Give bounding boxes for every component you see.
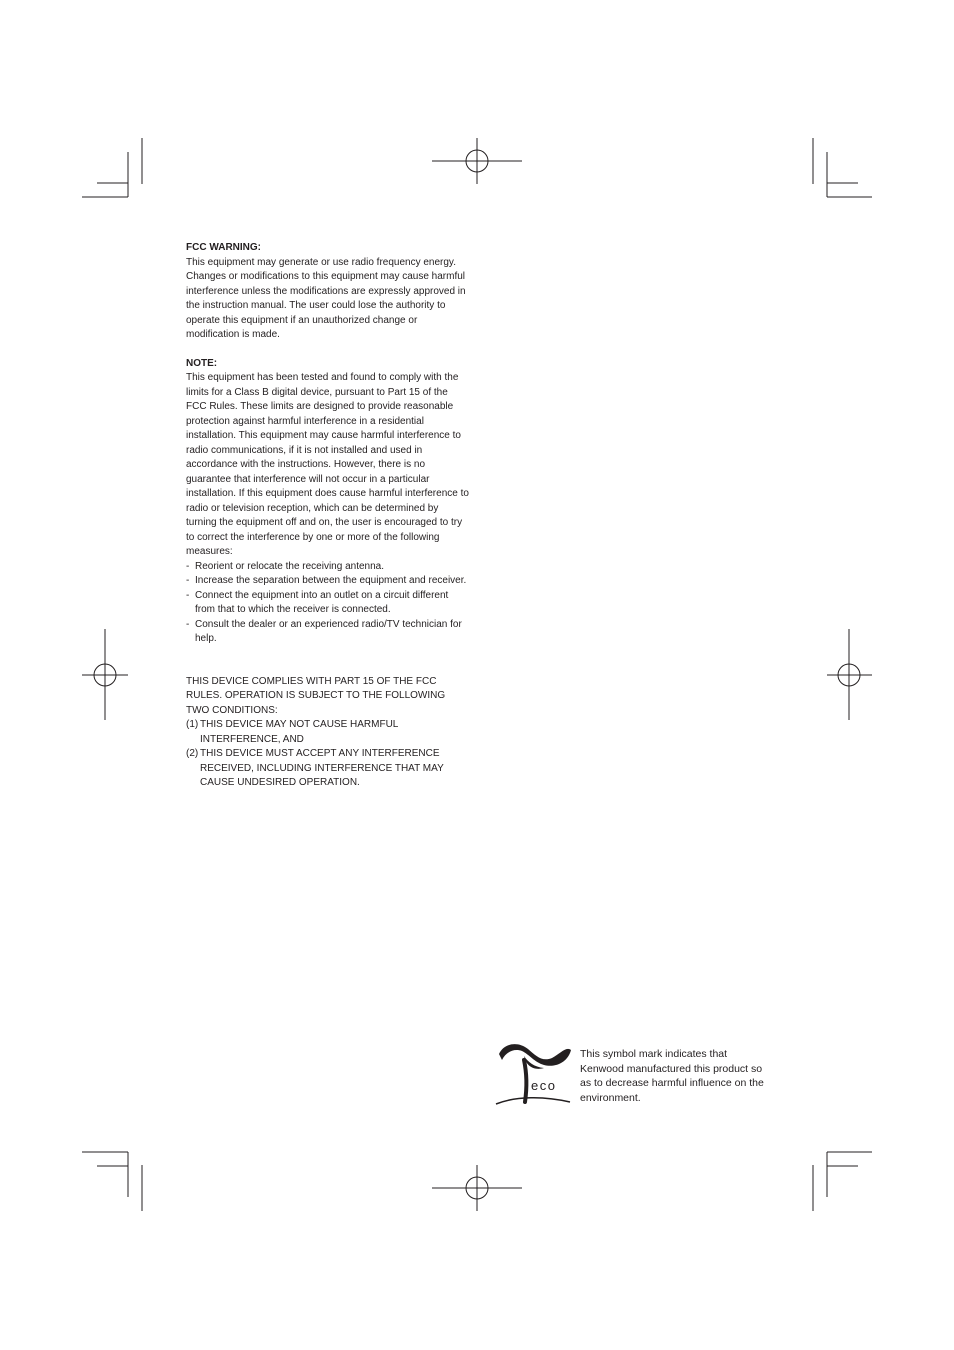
list-item: - Consult the dealer or an experienced radio/TV technician for help.	[186, 618, 471, 647]
crop-mark-top-right	[813, 138, 872, 197]
eco-description: This symbol mark indicates that Kenwood manufactured this product so as to decrease harmful influence on the environment.	[580, 1048, 764, 1104]
list-item	[186, 718, 471, 747]
registration-target-left	[82, 629, 128, 720]
crop-mark-bottom-left	[82, 1152, 142, 1211]
list-item	[186, 747, 471, 791]
condition-number: (1)	[186, 719, 199, 730]
conditions-list	[186, 718, 471, 791]
crop-mark-top-left	[82, 138, 142, 197]
registration-target-right	[827, 629, 872, 720]
fcc-warning-heading: FCC WARNING:	[186, 242, 261, 253]
list-item: - Reorient or relocate the receiving antenna.	[186, 560, 471, 575]
condition-number: (2)	[186, 748, 199, 759]
crop-mark-bottom-right	[813, 1152, 872, 1211]
compliance-intro: THIS DEVICE COMPLIES WITH PART 15 OF THE FCC RULES. OPERATION IS SUBJECT TO THE FOLLOWING TWO CONDITIONS:	[186, 675, 446, 716]
condition-text: THIS DEVICE MAY NOT CAUSE HARMFUL INTERFERENCE, AND	[200, 719, 398, 745]
list-item: - Increase the separation between the equipment and receiver.	[186, 574, 471, 589]
eco-logo-text: eco	[531, 1078, 557, 1093]
eco-logo-icon	[494, 1038, 572, 1108]
condition-text: THIS DEVICE MUST ACCEPT ANY INTERFERENCE RECEIVED, INCLUDING INTERFERENCE THAT MAY CAUSE UNDESIRED OPERATION.	[200, 748, 444, 788]
measures-list	[186, 560, 471, 647]
list-item: - Connect the equipment into an outlet on a circuit different from that to which the receiver is connected.	[186, 589, 471, 618]
note-heading: NOTE:	[186, 357, 218, 369]
fcc-notice	[186, 241, 471, 791]
registration-target-top	[432, 138, 522, 184]
note-body: This equipment has been tested and found to comply with the limits for a Class B digital device, pursuant to Part 15 of the FCC Rules. These limits are designed to provide reasonable protection against harmful interference in a residential installation. This equipment may cause harmful interference to radio communications, if it is not installed and used in accordance with the instructions. However, there is no guarantee that interference will not occur in a particular installation. If this equipment does cause harmful interference to radio or television reception, which can be determined by turning the equipment off and on, the user is encouraged to try to correct the interference by one or more of the following measures:	[186, 372, 469, 557]
registration-target-bottom	[432, 1165, 522, 1211]
fcc-warning-body: This equipment may generate or use radio frequency energy. Changes or modifications to this equipment may cause harmful interference unless the modifications are expressly approved in the instruction manual. The user could lose the authority to operate this equipment if an unauthorized change or modification is made.	[186, 256, 466, 340]
